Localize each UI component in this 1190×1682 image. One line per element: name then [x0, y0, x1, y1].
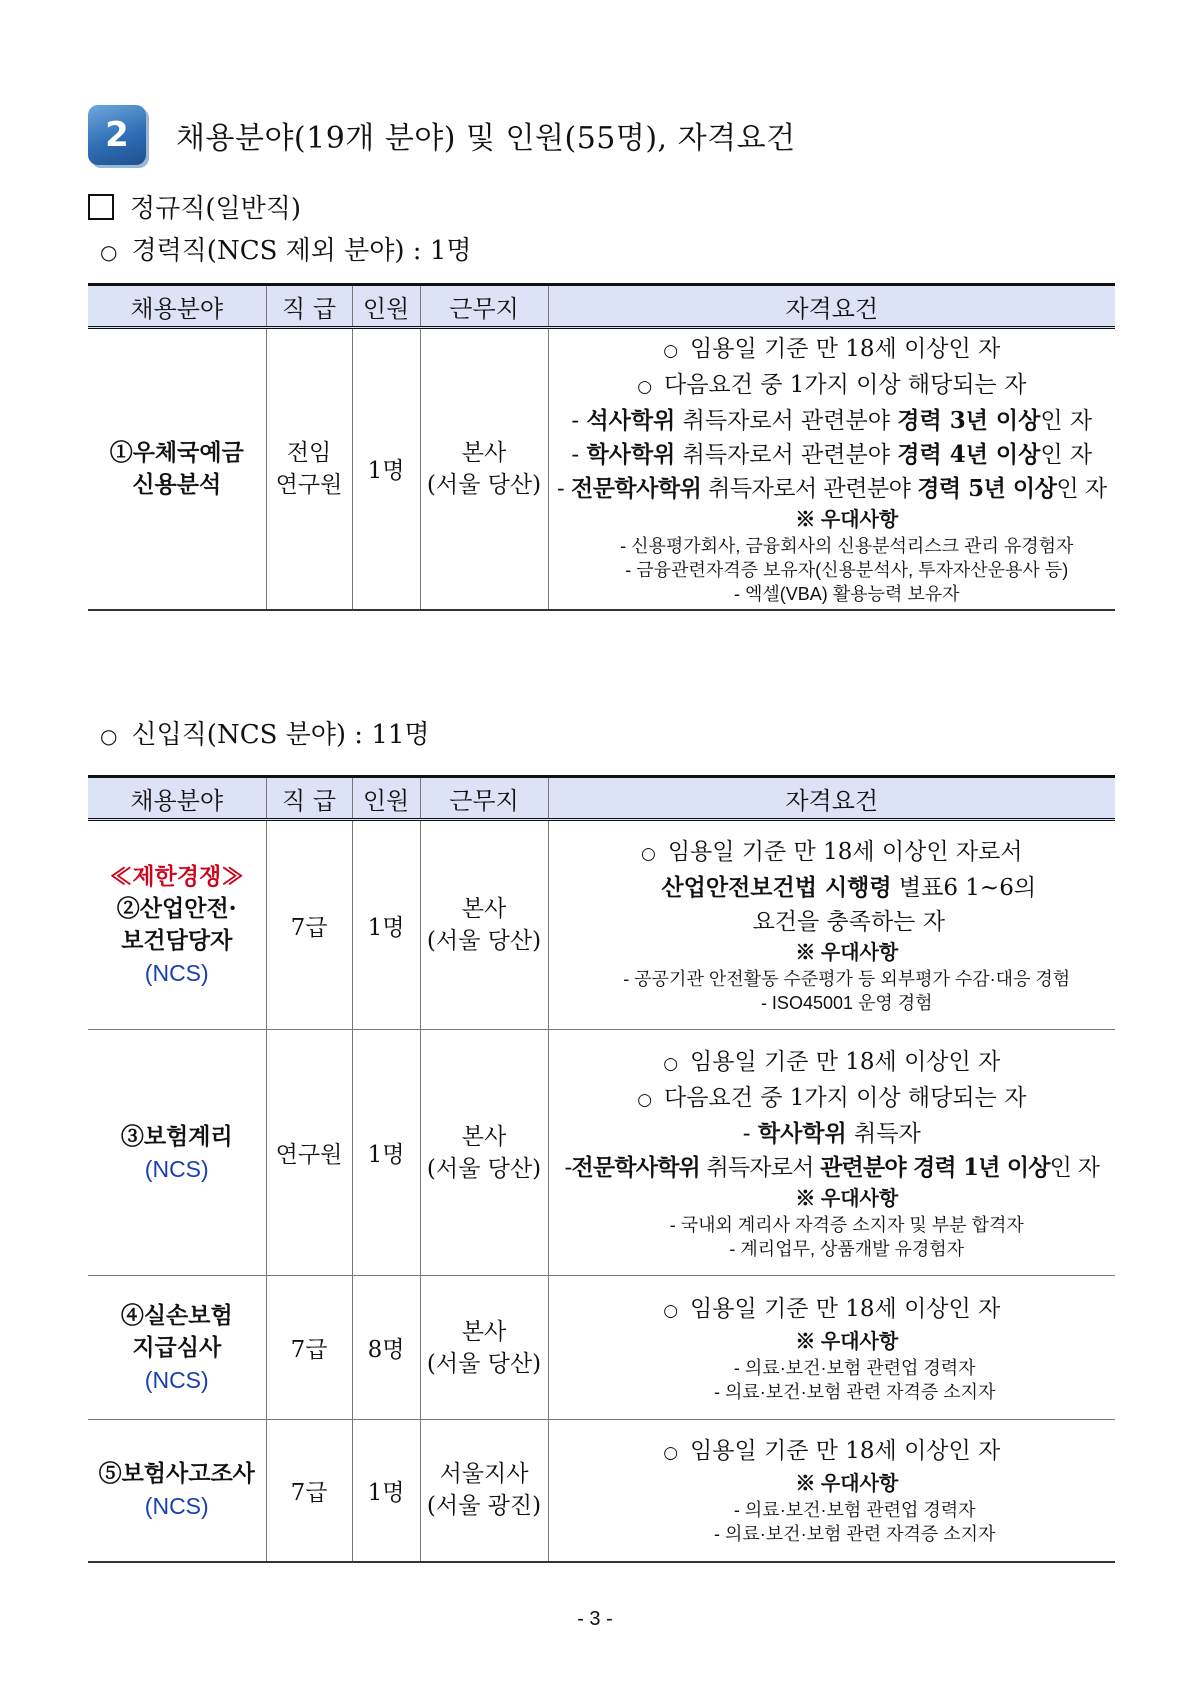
qualification-line — [549, 835, 1116, 871]
qualification-line — [549, 871, 1116, 905]
ncs-label: (NCS) — [144, 1155, 209, 1182]
table-header-row — [88, 285, 1115, 328]
circle-bullet-icon: ○ — [100, 240, 118, 264]
preference-item: - 의료·보건·보험 관련업 경력자 — [733, 1357, 976, 1378]
experience-text: 경력 5년 이상 — [917, 474, 1057, 502]
field-cell — [88, 820, 266, 1030]
table-row — [88, 328, 1115, 610]
experienced-table — [88, 283, 1115, 611]
circle-bullet-icon: ○ — [663, 1053, 679, 1074]
field-cell — [88, 1276, 266, 1420]
grade-cell: 연구원 — [266, 1030, 352, 1276]
degree-line: -전문학사학위 취득자로서 관련분야 경력 1년 이상인 자 — [564, 1153, 1100, 1181]
degree-text: 인 자 — [1056, 475, 1107, 502]
preference-title: ※ 우대사항 — [795, 1187, 899, 1210]
preference-item: - 국내외 계리사 자격증 소지자 및 부분 합격자 — [669, 1214, 1024, 1235]
qualification-text: 임용일 기준 만 18세 이상인 자로서 — [667, 839, 1023, 865]
preference-item: - 신용평가회사, 금융회사의 신용분석리스크 관리 유경험자 — [620, 535, 1074, 556]
category-label: 정규직(일반직) — [130, 194, 301, 224]
degree-text: 인 자 — [1040, 407, 1093, 434]
newhire-heading-text: 신입직(NCS 분야) : 11명 — [131, 720, 430, 750]
preference-item: - 의료·보건·보험 관련 자격증 소지자 — [714, 1524, 996, 1545]
qualification-text: 임용일 기준 만 18세 이상인 자 — [690, 1438, 1001, 1465]
qualification-line — [549, 1045, 1116, 1081]
qualification-text: 다음요건 중 1가지 이상 해당되는 자 — [664, 1084, 1027, 1111]
qualification-text: 임용일 기준 만 18세 이상인 자 — [690, 335, 1001, 362]
ncs-label: (NCS) — [144, 960, 209, 986]
law-name-text: 산업안전보건법 시행령 — [661, 874, 892, 901]
field-name: ⑤보험사고조사 — [98, 1460, 255, 1488]
degree-line: - 학사학위 취득자로서 관련분야 경력 4년 이상인 자 — [571, 440, 1093, 468]
circle-bullet-icon: ○ — [641, 844, 656, 864]
column-header: 근무지 — [420, 777, 548, 820]
circle-bullet-icon: ○ — [663, 1300, 679, 1321]
preference-item: - 엑셀(VBA) 활용능력 보유자 — [734, 583, 960, 604]
qualification-line — [549, 1292, 1116, 1328]
degree-line: - 전문학사학위 취득자로서 관련분야 경력 5년 이상인 자 — [556, 474, 1107, 502]
preference-item: - 금융관련자격증 보유자(신용분석사, 투자자산운용사 등) — [625, 559, 1069, 580]
degree-text: 취득자로서 — [699, 1154, 821, 1181]
restricted-competition-label: ≪제한경쟁≫ — [109, 863, 245, 890]
degree-text: 인 자 — [1040, 441, 1093, 468]
qualification-text: 별표6 1~6의 — [891, 875, 1037, 901]
count-cell: 1명 — [352, 1420, 420, 1562]
experience-text: 경력 3년 이상 — [897, 406, 1041, 434]
degree-text: 전문학사학위 — [571, 1153, 700, 1181]
circle-bullet-icon: ○ — [100, 724, 118, 748]
table-row — [88, 1276, 1115, 1420]
degree-line: - 학사학위 취득자 — [742, 1119, 921, 1147]
qualification-line — [549, 1434, 1116, 1470]
field-cell: ①우체국예금 신용분석 — [88, 328, 266, 610]
preference-title: ※ 우대사항 — [795, 508, 899, 531]
circle-bullet-icon: ○ — [663, 340, 679, 361]
category-heading — [88, 188, 301, 225]
qualification-cell — [548, 1030, 1115, 1276]
degree-text: 학사학위 — [586, 440, 676, 468]
degree-text: 전문학사학위 — [571, 474, 702, 502]
count-cell: 1명 — [352, 328, 420, 610]
circle-bullet-icon: ○ — [663, 1443, 679, 1464]
qualification-line: 요건을 충족하는 자 — [752, 909, 945, 935]
degree-text: 석사학위 — [586, 406, 676, 434]
qualification-text: 임용일 기준 만 18세 이상인 자 — [690, 1048, 1001, 1075]
column-header: 직 급 — [266, 285, 352, 328]
experience-text: 경력 4년 이상 — [897, 440, 1041, 468]
grade-cell: 7급 — [266, 1420, 352, 1562]
column-header: 인원 — [352, 777, 420, 820]
qualification-cell — [548, 1276, 1115, 1420]
location-cell: 본사 (서울 당산) — [420, 1276, 548, 1420]
column-header: 자격요건 — [548, 777, 1115, 820]
circle-bullet-icon: ○ — [637, 1089, 653, 1110]
count-cell: 1명 — [352, 1030, 420, 1276]
degree-text: 취득자로서 관련분야 — [675, 407, 898, 434]
degree-text: 취득자 — [846, 1120, 921, 1147]
experienced-heading — [100, 230, 471, 267]
column-header: 채용분야 — [88, 777, 266, 820]
preference-title: ※ 우대사항 — [795, 1473, 899, 1496]
degree-text: 인 자 — [1049, 1154, 1100, 1181]
qualification-line — [549, 368, 1116, 404]
section-title: 채용분야(19개 분야) 및 인원(55명), 자격요건 — [176, 121, 796, 156]
preference-item: - ISO45001 운영 경험 — [760, 993, 933, 1013]
qualification-cell — [548, 1420, 1115, 1562]
qualification-cell — [548, 328, 1115, 610]
field-name: ②산업안전· 보건담당자 — [116, 895, 237, 954]
table-row — [88, 1420, 1115, 1562]
field-name: ④실손보험 지급심사 — [120, 1301, 233, 1361]
qualification-line — [549, 1081, 1116, 1117]
qualification-cell — [548, 820, 1115, 1030]
ncs-label: (NCS) — [144, 1366, 209, 1393]
degree-line: - 석사학위 취득자로서 관련분야 경력 3년 이상인 자 — [571, 406, 1093, 434]
field-cell — [88, 1030, 266, 1276]
preference-item: - 의료·보건·보험 관련 자격증 소지자 — [714, 1381, 996, 1402]
grade-cell: 전임 연구원 — [266, 328, 352, 610]
table-header-row — [88, 777, 1115, 820]
section-number-badge: 2 — [88, 105, 146, 165]
experience-text: 관련분야 경력 1년 이상 — [820, 1153, 1050, 1181]
qualification-text: 임용일 기준 만 18세 이상인 자 — [690, 1295, 1001, 1322]
checkbox-icon — [88, 194, 114, 220]
table-row — [88, 1030, 1115, 1276]
column-header: 근무지 — [420, 285, 548, 328]
newhire-heading — [100, 714, 430, 751]
qualification-text: 다음요건 중 1가지 이상 해당되는 자 — [664, 371, 1027, 398]
column-header: 채용분야 — [88, 285, 266, 328]
column-header: 직 급 — [266, 777, 352, 820]
column-header: 자격요건 — [548, 285, 1115, 328]
grade-cell: 7급 — [266, 820, 352, 1030]
field-cell — [88, 1420, 266, 1562]
location-cell: 본사 (서울 당산) — [420, 820, 548, 1030]
degree-text: 취득자로서 관련분야 — [675, 441, 898, 468]
preference-title: ※ 우대사항 — [795, 942, 899, 964]
table-row — [88, 820, 1115, 1030]
field-name: ③보험계리 — [120, 1122, 233, 1150]
newhire-table — [88, 775, 1115, 1563]
location-cell: 서울지사 (서울 광진) — [420, 1420, 548, 1562]
circle-bullet-icon: ○ — [637, 376, 653, 397]
count-cell: 1명 — [352, 820, 420, 1030]
count-cell: 8명 — [352, 1276, 420, 1420]
ncs-label: (NCS) — [144, 1493, 209, 1520]
grade-cell: 7급 — [266, 1276, 352, 1420]
preference-title: ※ 우대사항 — [795, 1330, 899, 1353]
page-number: - 3 - — [577, 1608, 613, 1630]
location-cell: 본사 (서울 당산) — [420, 328, 548, 610]
preference-item: - 공공기관 안전활동 수준평가 등 외부평가 수감·대응 경험 — [623, 969, 1071, 989]
location-cell: 본사 (서울 당산) — [420, 1030, 548, 1276]
degree-text: 학사학위 — [757, 1119, 847, 1147]
preference-item: - 의료·보건·보험 관련업 경력자 — [733, 1500, 976, 1521]
preference-item: - 계리업무, 상품개발 유경험자 — [729, 1238, 965, 1259]
experienced-heading-text: 경력직(NCS 제외 분야) : 1명 — [131, 236, 472, 266]
qualification-line — [549, 332, 1116, 368]
degree-text: 취득자로서 관련분야 — [701, 475, 918, 502]
column-header: 인원 — [352, 285, 420, 328]
section-header — [88, 100, 796, 170]
